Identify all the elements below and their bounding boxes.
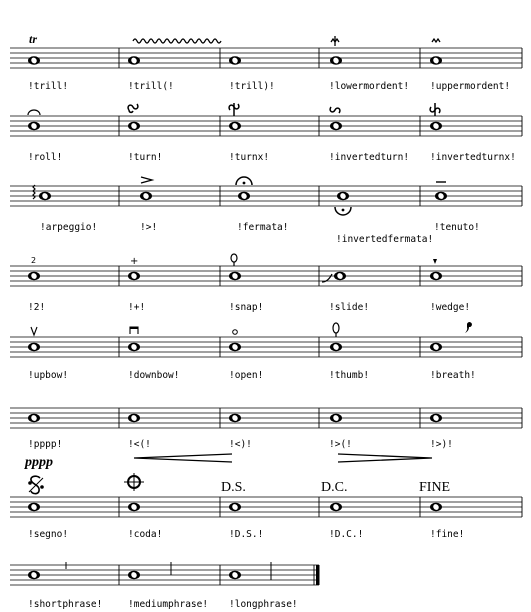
label-diminuendo-end: !>)! [430,439,453,450]
staff-lines [10,48,522,68]
label-trill: !trill! [28,81,69,92]
label-snap: !snap! [229,302,264,313]
label-invertedturnx: !invertedturnx! [430,152,516,163]
label-plus: !+! [128,302,146,313]
staff-row-2 [10,103,522,163]
row-5-labels [28,370,476,381]
label-pppp: !pppp! [28,439,63,450]
label-turn: !turn! [128,152,163,163]
inverted-turnx-icon [430,103,440,116]
turn-icon [128,104,138,112]
arpeggio-icon [33,185,35,199]
label-mediumphrase: !mediumphrase! [128,599,209,610]
upper-mordent-icon [432,39,440,42]
whole-notes [28,56,442,64]
breath-icon [465,322,472,333]
label-diminuendo-start: !>(! [329,439,352,450]
row-7-labels [28,529,464,540]
label-downbow: !downbow! [128,370,180,381]
label-accent: !>! [140,222,158,233]
label-segno: !segno! [28,529,69,540]
staff-lines [10,266,522,286]
row-6-labels [28,439,453,450]
label-upbow: !upbow! [28,370,69,381]
downbow-icon [130,327,138,334]
label-tenuto: !tenuto! [434,222,480,233]
label-shortphrase: !shortphrase! [28,599,103,610]
accent-icon [141,177,152,183]
staff-row-8 [10,562,320,610]
staff-lines [10,408,522,428]
final-barline [316,565,320,585]
label-ds: !D.S.! [229,529,264,540]
label-crescendo-start: !<(! [128,439,151,450]
trill-text-icon: tr [29,32,38,46]
label-thumb: !thumb! [329,370,370,381]
label-open: !open! [229,370,264,381]
row-8-labels [28,599,298,610]
thumb-icon [333,323,339,337]
label-roll: !roll! [28,152,63,163]
staff-lines [10,497,522,517]
roll-icon [28,110,40,115]
label-longphrase: !longphrase! [229,599,298,610]
staff-row-3 [10,177,522,245]
row-4-labels [28,302,470,313]
plus-icon: + [130,256,139,267]
label-invertedturn: !invertedturn! [329,152,410,163]
fermata-icon [236,177,252,185]
inverted-turn-icon [330,107,340,113]
staff-lines [10,337,522,357]
row-2-labels [28,152,516,163]
label-lowermordent: !lowermordent! [329,81,410,92]
crescendo-hairpin-icon [134,454,232,462]
label-crescendo-end: !<)! [229,439,252,450]
pppp-dynamic-icon: pppp [25,455,53,470]
label-coda: !coda! [128,529,163,540]
label-turnx: !turnx! [229,152,270,163]
ds-text-icon: D.S. [221,480,246,495]
row-1-labels [28,81,510,92]
staff-row-7 [10,473,522,540]
label-fermata: !fermata! [237,222,289,233]
wavy-trill-line-icon [133,39,221,43]
lower-mordent-icon [331,36,339,46]
label-trill-end: !trill)! [229,81,275,92]
coda-icon [124,473,144,491]
fine-text-icon: FINE [419,480,451,495]
turnx-icon [229,103,239,116]
snap-icon [231,254,237,266]
row-3-labels [40,222,480,245]
open-icon [233,330,238,335]
staff-lines [10,565,319,585]
label-fingering-2: !2! [28,302,46,313]
label-arpeggio: !arpeggio! [40,222,98,233]
label-trill-start: !trill(! [128,81,174,92]
fingering-2-icon: 2 [31,256,37,265]
dc-text-icon: D.C. [321,480,348,495]
label-slide: !slide! [329,302,370,313]
staff-lines [10,116,522,136]
label-wedge: !wedge! [430,302,471,313]
segno-icon [29,476,43,493]
diminuendo-hairpin-icon [338,454,432,462]
inverted-fermata-icon [335,207,351,215]
label-fine: !fine! [430,529,465,540]
label-breath: !breath! [430,370,476,381]
staff-row-1 [10,32,522,92]
wedge-icon [433,259,437,264]
label-uppermordent: !uppermordent! [430,81,511,92]
staff-row-6 [10,408,522,470]
label-dc: !D.C.! [329,529,364,540]
label-invertedfermata: !invertedfermata! [336,234,434,245]
upbow-icon [31,327,37,335]
staff-row-4 [10,254,522,313]
staff-row-5 [10,322,522,381]
